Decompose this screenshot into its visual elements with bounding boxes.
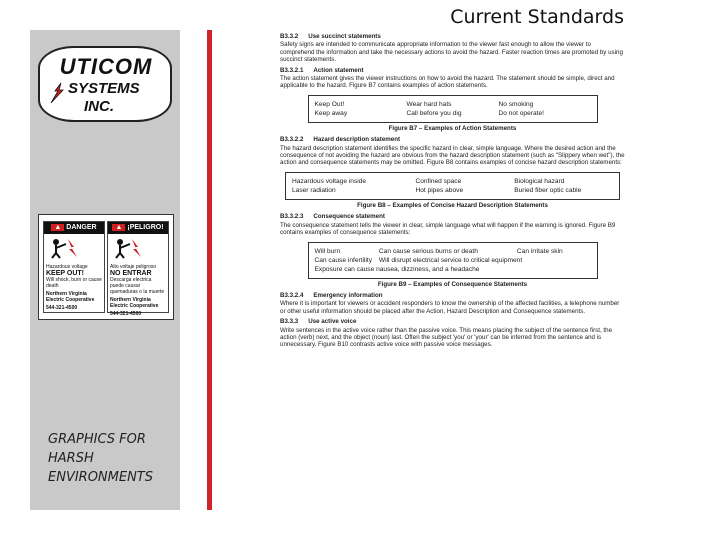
- accent-divider: [207, 30, 212, 510]
- section-heading: B3.3.2 Use succinct statements: [280, 33, 381, 40]
- figure-caption: Figure B9 – Examples of Consequence Statements: [377, 280, 528, 288]
- table-cell: Keep away: [314, 109, 348, 117]
- sign-text: Alto voltaje peligroso: [110, 264, 157, 270]
- safety-sign-photo: [38, 214, 174, 320]
- sign-phone: 544-321-4500: [46, 305, 78, 311]
- figure-b8-table: [285, 172, 620, 200]
- section-body: The action statement gives the viewer instructions on how to avoid the hazard. The statement should be simple, direct and applicable to the hazard. Figure B7 contains examples of action statements.: [280, 75, 615, 90]
- sign-header: ▲ DANGER: [44, 222, 104, 234]
- danger-sign-spanish: [107, 221, 169, 317]
- section-heading: B3.3.2.3 Consequence statement: [280, 213, 385, 221]
- sign-organization: Northern Virginia Electric Cooperative: [46, 291, 95, 303]
- section-heading: B3.3.3 Use active voice: [280, 318, 357, 326]
- figure-b7-table: [308, 95, 598, 123]
- table-cell: Can cause serious burns or death: [378, 247, 478, 255]
- danger-sign-english: [43, 221, 105, 313]
- table-cell: Hot pipes above: [415, 186, 464, 194]
- sign-small-text: Will shock, burn or cause death: [46, 277, 102, 289]
- table-cell: Confined space: [415, 177, 462, 185]
- figure-b9-table: [308, 242, 598, 279]
- logo-line-1: UTICOM: [59, 54, 153, 79]
- lightning-bolt-icon: [48, 82, 70, 104]
- table-cell: Keep Out!: [314, 100, 345, 108]
- table-cell: Will burn: [314, 247, 341, 255]
- section-body: Where it is important for viewers or accident responders to know the ownership of the affected facilities, a telephone number or other useful information should be placed after the Action, Hazard Description and Consequence statements.: [280, 300, 620, 315]
- shock-hazard-icon: [44, 237, 84, 259]
- table-cell: Wear hard hats: [406, 100, 452, 108]
- caption-line-1: GRAPHICS FOR: [48, 432, 146, 447]
- logo-line-3: INC.: [84, 98, 114, 115]
- figure-caption: Figure B8 – Examples of Concise Hazard Description Statements: [357, 201, 548, 209]
- table-cell: Can cause infertility: [314, 256, 373, 264]
- logo-line-2: SYSTEMS: [68, 80, 140, 97]
- table-cell: Call before you dig: [406, 109, 462, 117]
- figure-caption: Figure B7 – Examples of Action Statements: [388, 124, 517, 132]
- left-sidebar: [30, 30, 180, 510]
- section-body: Safety signs are intended to communicate appropriate information to the viewer fast enough to allow the viewer to comprehend the information and take the necessary actions to avoid the hazard. Faster reaction times are promoted by using succinct statements.: [280, 41, 623, 64]
- sign-command: KEEP OUT!: [46, 270, 84, 277]
- page-title: Current Standards: [450, 6, 624, 28]
- sign-organization: Northern Virginia Electric Cooperative: [110, 297, 159, 309]
- table-cell: Buried fiber optic cable: [514, 186, 582, 194]
- shock-hazard-icon: [108, 237, 148, 259]
- caption-line-3: ENVIRONMENTS: [48, 470, 154, 485]
- section-heading: B3.3.2.4 Emergency information: [280, 291, 383, 299]
- caption-line-2: HARSH: [48, 451, 94, 466]
- table-cell: Do not operate!: [498, 109, 544, 117]
- sign-phone: 544-321-4500: [110, 311, 142, 317]
- table-cell: Exposure can cause nausea, dizziness, and a headache: [314, 265, 480, 273]
- sidebar-caption: [48, 430, 153, 487]
- table-cell: Can irritate skin: [516, 247, 563, 255]
- section-body: Write sentences in the active voice rather than the passive voice. This means placing the subject of the sentence first, the action (verb) next, and the object (noun) last. Often the subject 'you' or 'your' can be inferred from the sentence and is unnecessary. Figure B10 contrasts active voice with passive voice messages.: [280, 326, 613, 349]
- table-cell: No smoking: [498, 100, 534, 108]
- uticom-logo: [38, 46, 172, 122]
- table-cell: Laser radiation: [292, 186, 336, 194]
- sign-small-text: Descarga electrica puede causar quemaduras o la muerte: [110, 277, 165, 295]
- section-heading: B3.3.2.1 Action statement: [280, 66, 364, 74]
- sign-header: ▲ ¡PELIGRO!: [108, 222, 168, 234]
- sign-command: NO ENTRAR: [110, 270, 152, 277]
- sign-text: Hazardous voltage: [46, 264, 88, 270]
- table-cell: Will disrupt electrical service to critical equipment: [378, 256, 523, 264]
- table-cell: Biological hazard: [514, 177, 565, 185]
- section-heading: B3.3.2.2 Hazard description statement: [280, 136, 401, 144]
- table-cell: Hazardous voltage inside: [292, 177, 367, 185]
- standards-document: [280, 30, 625, 351]
- section-body: The hazard description statement identifies the specific hazard in clear, simple language. Where the desired action and the consequence of not avoiding the hazard are obvious from the hazard description statement (such as "Slippery when wet"), the action and consequence statements may be omitted. Figure B8 contains examples of concise hazard description statements:: [280, 144, 625, 167]
- section-body: The consequence statement tells the viewer in clear, simple language what will happen if the warning is ignored. Figure B9 contains examples of consequence statements:: [280, 221, 616, 237]
